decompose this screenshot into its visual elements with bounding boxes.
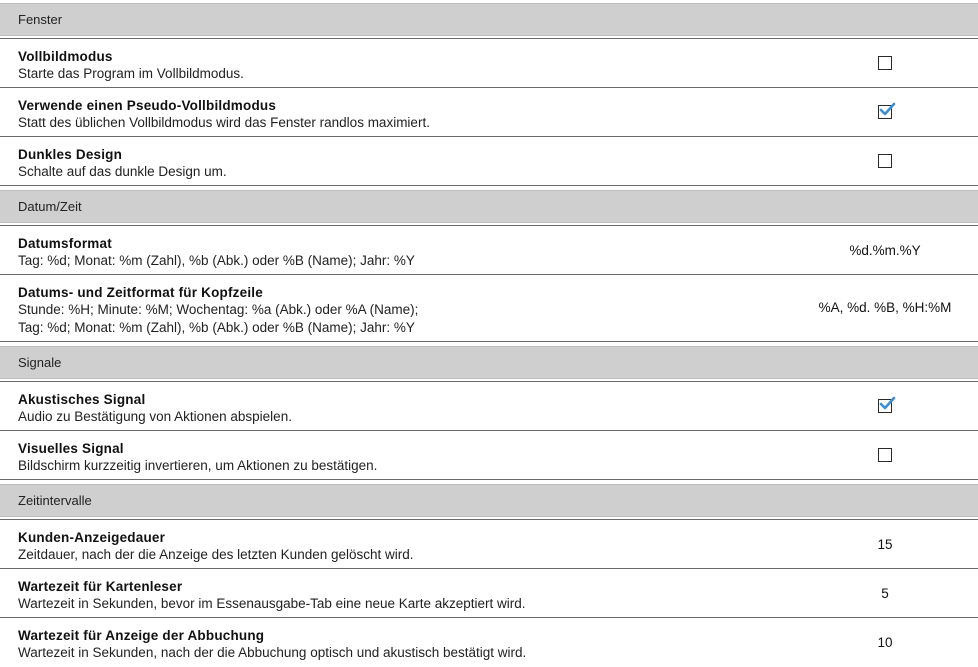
setting-row-visuelles-signal: [0, 431, 978, 480]
kopfzeile-format-value[interactable]: %A, %d. %B, %H:%M: [818, 299, 952, 315]
setting-description: Wartezeit in Sekunden, bevor im Essenausgabe-Tab eine neue Karte akzeptiert wird.: [18, 596, 526, 611]
wartezeit-abbuchung-value[interactable]: 10: [877, 635, 893, 650]
setting-row-akustisches-signal: [0, 382, 978, 431]
section-header-zeitintervalle: [0, 484, 978, 517]
section-title: Fenster: [18, 12, 63, 27]
dunkles-design-checkbox[interactable]: [878, 154, 892, 168]
section-header-fenster: [0, 3, 978, 36]
setting-row-wartezeit-kartenleser: [0, 569, 978, 618]
akustisches-signal-checkbox[interactable]: [878, 399, 892, 413]
setting-title: Dunkles Design: [18, 147, 123, 162]
setting-row-kunden-anzeigedauer: [0, 520, 978, 569]
vollbildmodus-checkbox[interactable]: [878, 56, 892, 70]
setting-description: Statt des üblichen Vollbildmodus wird das Fenster randlos maximiert.: [18, 115, 430, 130]
section-title: Signale: [18, 355, 62, 370]
setting-row-wartezeit-abbuchung: [0, 618, 978, 667]
checkmark-icon: [878, 102, 896, 118]
setting-description: Stunde: %H; Minute: %M; Wochentag: %a (Abk.) oder %A (Name); Tag: %d; Monat: %m (Zahl), %b (Abk.) oder %B (Name); Jahr: %Y: [18, 302, 419, 335]
visuelles-signal-checkbox[interactable]: [878, 448, 892, 462]
setting-description: Tag: %d; Monat: %m (Zahl), %b (Abk.) oder %B (Name); Jahr: %Y: [18, 253, 415, 268]
setting-description: Zeitdauer, nach der die Anzeige des letzten Kunden gelöscht wird.: [18, 547, 414, 562]
setting-row-vollbildmodus: [0, 39, 978, 88]
setting-row-pseudo-vollbildmodus: [0, 88, 978, 137]
section-header-signale: [0, 346, 978, 379]
setting-description: Wartezeit in Sekunden, nach der die Abbuchung optisch und akustisch bestätigt wird.: [18, 645, 527, 660]
pseudo-vollbildmodus-checkbox[interactable]: [878, 105, 892, 119]
setting-row-dunkles-design: [0, 137, 978, 186]
setting-description: Starte das Program im Vollbildmodus.: [18, 66, 244, 81]
setting-row-datumsformat: [0, 226, 978, 275]
setting-title: Kunden-Anzeigedauer: [18, 530, 166, 545]
section-title: Zeitintervalle: [18, 493, 92, 508]
datumsformat-value[interactable]: %d.%m.%Y: [849, 242, 921, 258]
setting-title: Datums- und Zeitformat für Kopfzeile: [18, 285, 263, 300]
setting-title: Datumsformat: [18, 236, 112, 251]
setting-description: Audio zu Bestätigung von Aktionen abspielen.: [18, 409, 292, 424]
checkmark-icon: [878, 396, 896, 412]
setting-title: Vollbildmodus: [18, 49, 113, 64]
setting-title: Wartezeit für Kartenleser: [18, 579, 183, 594]
setting-description: Bildschirm kurzzeitig invertieren, um Aktionen zu bestätigen.: [18, 458, 378, 473]
setting-title: Akustisches Signal: [18, 392, 146, 407]
setting-description: Schalte auf das dunkle Design um.: [18, 164, 227, 179]
setting-title: Visuelles Signal: [18, 441, 124, 456]
kunden-anzeigedauer-value[interactable]: 15: [877, 536, 893, 552]
wartezeit-kartenleser-value[interactable]: 5: [881, 585, 889, 601]
setting-title: Verwende einen Pseudo-Vollbildmodus: [18, 98, 277, 113]
section-title: Datum/Zeit: [18, 199, 82, 214]
section-header-datum-zeit: [0, 190, 978, 223]
setting-row-kopfzeile-format: [0, 275, 978, 342]
setting-title: Wartezeit für Anzeige der Abbuchung: [18, 628, 265, 643]
